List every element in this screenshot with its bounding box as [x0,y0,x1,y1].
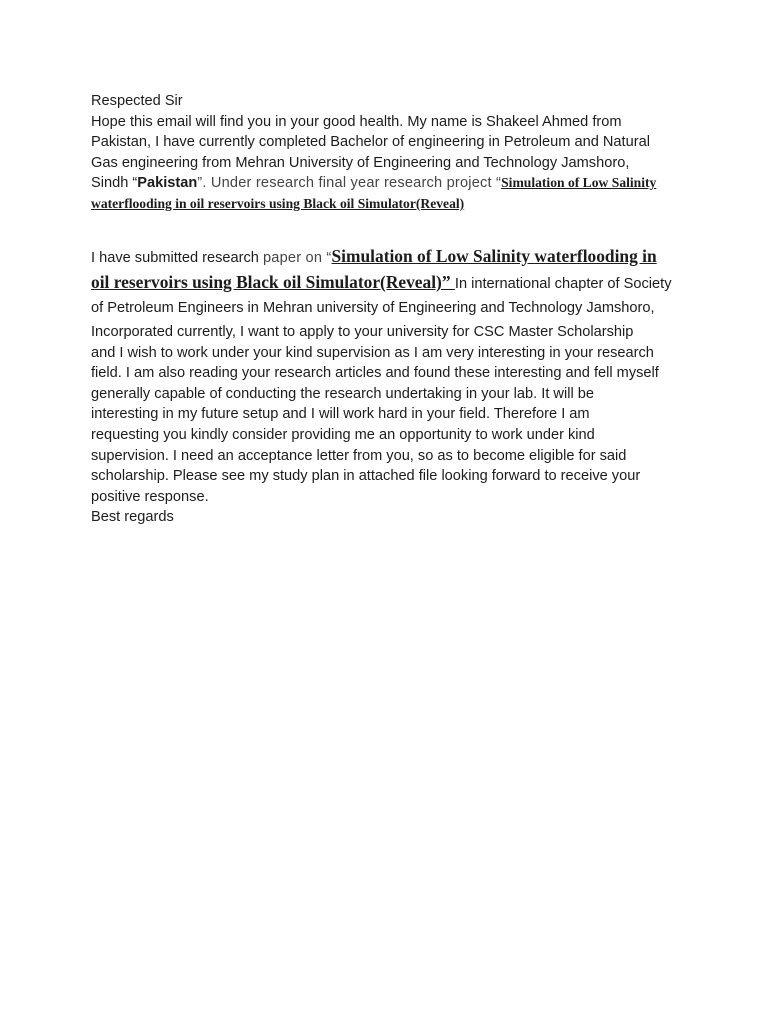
intro-line [91,173,691,194]
research-line: of Petroleum Engineers in Mehran university of Engineering and Technology Jamshoro, [91,300,655,316]
intro-line: Pakistan, I have currently completed Bachelor of engineering in Petroleum and Natural [91,134,650,151]
text-run: I have submitted research [91,250,263,266]
text-run: paper on “ [262,250,332,266]
text-run: In international chapter of Society [454,276,672,292]
body-line: Incorporated currently, I want to apply to your university for CSC Master Scholarship [91,324,634,340]
project-title: Simulation of Low Salinity [501,175,657,191]
research-line [91,270,691,296]
text-run: Sindh “ [91,175,138,192]
intro-line: Gas engineering from Mehran University of Engineering and Technology Jamshoro, [91,154,630,171]
body-line: and I wish to work under your kind supervision as I am very interesting in your research [91,344,654,361]
text-run: ”. Under research final year research project “ [197,175,502,192]
closing: Best regards [91,509,174,526]
body-line: requesting you kindly consider providing me an opportunity to work under kind [91,426,595,443]
body-line: generally capable of conducting the research undertaking in your lab. It will be [91,385,594,402]
greeting: Respected Sir [91,93,183,109]
body-line: field. I am also reading your research articles and found these interesting and fell myself [91,365,659,382]
body-line: positive response. [91,488,209,505]
research-paragraph [91,244,691,320]
paper-title: oil reservoirs using Black oil Simulator(Reveal)” [91,272,455,292]
paper-title: Simulation of Low Salinity waterflooding in [331,246,657,266]
country-name: Pakistan [137,175,198,192]
body-line: scholarship. Please see my study plan in attached file looking forward to receive your [91,468,641,485]
research-line [91,244,691,270]
intro-paragraph [91,91,691,215]
intro-line: Hope this email will find you in your good health. My name is Shakeel Ahmed from [91,113,622,130]
request-paragraph [91,322,691,528]
intro-line [91,194,691,215]
body-line: interesting in my future setup and I will work hard in your field. Therefore I am [91,406,590,423]
body-line: supervision. I need an acceptance letter from you, so as to become eligible for said [91,447,627,464]
project-title: waterflooding in oil reservoirs using Black oil Simulator(Reveal) [91,195,465,211]
